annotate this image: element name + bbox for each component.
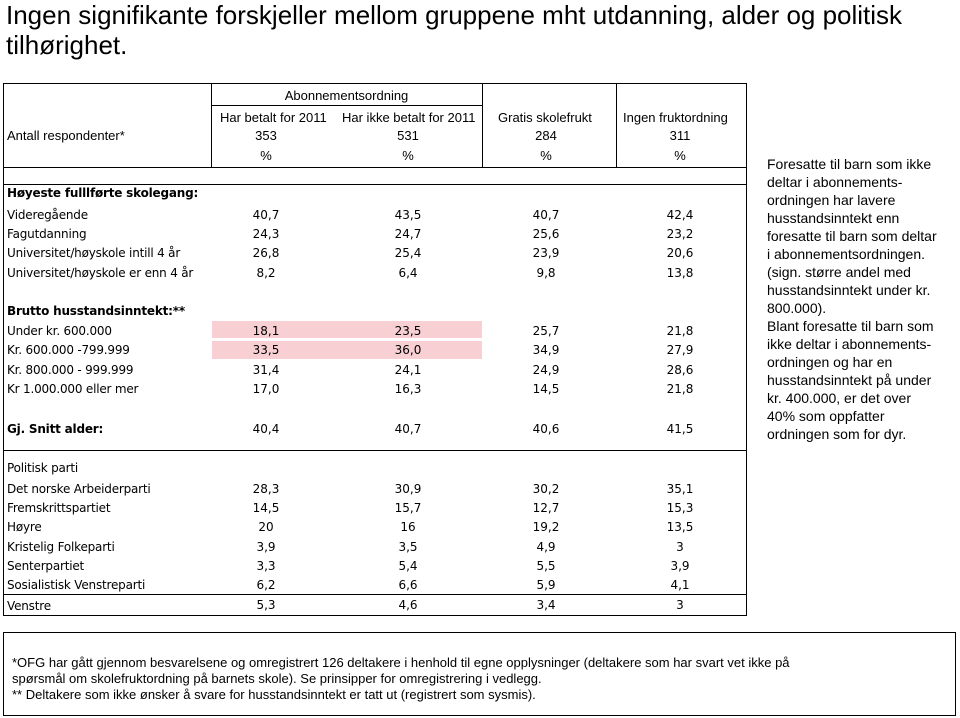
- side-note-line: ordningen har lavere: [767, 192, 896, 208]
- table-cell: 13,8: [666, 266, 694, 280]
- table-cell: 41,5: [666, 422, 694, 436]
- table-cell: 23,9: [532, 246, 560, 260]
- column-header: Ingen fruktordning: [623, 110, 728, 125]
- unit-label: %: [402, 148, 414, 163]
- table-cell: 40,4: [252, 422, 280, 436]
- table-cell: 3: [676, 540, 684, 554]
- unit-label: %: [540, 148, 552, 163]
- footnote-line: ** Deltakere som ikke ønsker å svare for husstandsinntekt er tatt ut (registrert som sysmis).: [12, 687, 536, 702]
- table-cell: 3,9: [256, 540, 276, 554]
- table-cell: 16,3: [394, 382, 422, 396]
- table-cell: 24,9: [532, 363, 560, 377]
- section-heading: Høyeste fulllførte skolegang:: [7, 186, 199, 200]
- side-note-line: i abonnementsordningen.: [767, 246, 926, 262]
- table-cell: 14,5: [532, 382, 560, 396]
- table-cell: 19,2: [532, 520, 560, 534]
- side-note-line: foresatte til barn som deltar: [767, 228, 937, 244]
- table-cell: 28,6: [666, 363, 694, 377]
- respondents-label: Antall respondenter*: [7, 128, 125, 143]
- side-note-line: husstandsinntekt på under: [767, 372, 932, 388]
- respondents-count: 311: [669, 128, 691, 143]
- table-cell: 25,4: [394, 246, 422, 260]
- table-cell: 9,8: [536, 266, 556, 280]
- table-cell: 25,6: [532, 227, 560, 241]
- table-cell: 20,6: [666, 246, 694, 260]
- side-note-line: ordningen som for dyr.: [767, 426, 907, 442]
- table-cell: 18,1: [252, 324, 280, 338]
- table-cell: 6,2: [256, 578, 276, 592]
- table-row-label: Sosialistisk Venstreparti: [7, 578, 146, 592]
- table-cell: 34,9: [532, 343, 560, 357]
- table-cell: 20: [258, 520, 274, 534]
- table-cell: 27,9: [666, 343, 694, 357]
- unit-label: %: [674, 148, 686, 163]
- group-header: Abonnementsordning: [284, 88, 409, 103]
- table-cell: 16: [400, 520, 416, 534]
- table-row-label: Universitet/høyskole er enn 4 år: [7, 266, 194, 280]
- table-cell: 3: [676, 598, 684, 612]
- table-cell: 24,3: [252, 227, 280, 241]
- page-title: Ingen signifikante forskjeller mellom gruppene mht utdanning, alder og politisk tilhørighet.: [6, 0, 903, 60]
- table-cell: 24,7: [394, 227, 422, 241]
- table-cell: 17,0: [252, 382, 280, 396]
- side-note-line: 800.000).: [767, 300, 827, 316]
- table-cell: 25,7: [532, 324, 560, 338]
- footnote-line: spørsmål om skolefruktordning på barnets skole). Se prinsipper for omregistrering i vedlegg.: [12, 671, 542, 686]
- table-cell: 5,3: [256, 598, 276, 612]
- table-cell: 13,5: [666, 520, 694, 534]
- table-cell: 42,4: [666, 208, 694, 222]
- results-table: [3, 83, 747, 616]
- table-cell: 3,4: [536, 598, 556, 612]
- table-cell: 40,7: [532, 208, 560, 222]
- table-row-label: Universitet/høyskole intill 4 år: [7, 246, 181, 260]
- table-row-label: Fagutdanning: [7, 227, 87, 241]
- table-cell: 33,5: [252, 343, 280, 357]
- column-header: Gratis skolefrukt: [498, 110, 592, 125]
- table-cell: 8,2: [256, 266, 276, 280]
- table-cell: 23,5: [394, 324, 422, 338]
- side-note: [767, 155, 957, 443]
- table-cell: 43,5: [394, 208, 422, 222]
- side-note-line: (sign. større andel med: [767, 264, 911, 280]
- table-cell: 15,3: [666, 501, 694, 515]
- section-heading: Politisk parti: [7, 461, 79, 475]
- table-cell: 30,9: [394, 482, 422, 496]
- table-row-label: Videregående: [7, 208, 88, 222]
- column-header: Har betalt for 2011: [220, 110, 327, 125]
- side-note-line: ordningen og har en: [767, 354, 893, 370]
- table-cell: 6,4: [398, 266, 418, 280]
- table-cell: 5,4: [398, 559, 418, 573]
- table-cell: 12,7: [532, 501, 560, 515]
- footnotes-box: [3, 632, 956, 716]
- table-cell: 28,3: [252, 482, 280, 496]
- table-cell: 36,0: [394, 343, 422, 357]
- table-row-label: Kr. 600.000 -799.999: [7, 343, 130, 357]
- table-cell: 14,5: [252, 501, 280, 515]
- table-cell: 21,8: [666, 382, 694, 396]
- side-note-line: deltar i abonnements-: [767, 174, 903, 190]
- side-note-line: Foresatte til barn som ikke: [767, 156, 932, 172]
- table-cell: 3,3: [256, 559, 276, 573]
- table-cell: 4,1: [670, 578, 690, 592]
- table-cell: 5,9: [536, 578, 556, 592]
- respondents-count: 353: [255, 128, 277, 143]
- table-cell: 5,5: [536, 559, 556, 573]
- respondents-count: 284: [535, 128, 557, 143]
- table-row-label: Kristelig Folkeparti: [7, 540, 115, 554]
- table-cell: 3,9: [670, 559, 690, 573]
- table-row-label: Kr. 800.000 - 999.999: [7, 363, 134, 377]
- table-cell: 30,2: [532, 482, 560, 496]
- table-cell: 40,6: [532, 422, 560, 436]
- table-cell: 40,7: [252, 208, 280, 222]
- table-row-label: Høyre: [7, 520, 42, 534]
- table-cell: 31,4: [252, 363, 280, 377]
- side-note-line: husstandsinntekt enn: [767, 210, 900, 226]
- table-cell: 6,6: [398, 578, 418, 592]
- table-cell: 23,2: [666, 227, 694, 241]
- table-cell: 4,9: [536, 540, 556, 554]
- table-cell: 21,8: [666, 324, 694, 338]
- section-heading: Gj. Snitt alder:: [7, 422, 104, 436]
- respondents-count: 531: [397, 128, 419, 143]
- side-note-line: 40% som oppfatter: [767, 408, 885, 424]
- footnote-line: *OFG har gått gjennom besvarelsene og omregistrert 126 deltakere i henhold til egne opplysninger (deltakere som har svart vet ikke på: [12, 655, 790, 670]
- column-header: Har ikke betalt for 2011: [342, 110, 476, 125]
- table-cell: 4,6: [398, 598, 418, 612]
- table-cell: 15,7: [394, 501, 422, 515]
- table-row-label: Fremskrittspartiet: [7, 501, 111, 515]
- unit-label: %: [260, 148, 272, 163]
- table-cell: 24,1: [394, 363, 422, 377]
- side-note-line: husstandsinntekt under kr.: [767, 282, 931, 298]
- table-row-label: Kr 1.000.000 eller mer: [7, 382, 139, 396]
- side-note-line: Blant foresatte til barn som: [767, 318, 934, 334]
- side-note-line: kr. 400.000, er det over: [767, 390, 911, 406]
- table-row-label: Senterpartiet: [7, 559, 85, 573]
- table-cell: 26,8: [252, 246, 280, 260]
- table-cell: 35,1: [666, 482, 694, 496]
- table-cell: 40,7: [394, 422, 422, 436]
- table-cell: 3,5: [398, 540, 418, 554]
- table-row-label: Det norske Arbeiderparti: [7, 482, 151, 496]
- table-row-label: Under kr. 600.000: [7, 324, 112, 338]
- table-row-label: Venstre: [7, 599, 51, 613]
- side-note-line: ikke deltar i abonnements-: [767, 336, 932, 352]
- section-heading: Brutto husstandsinntekt:**: [7, 304, 185, 318]
